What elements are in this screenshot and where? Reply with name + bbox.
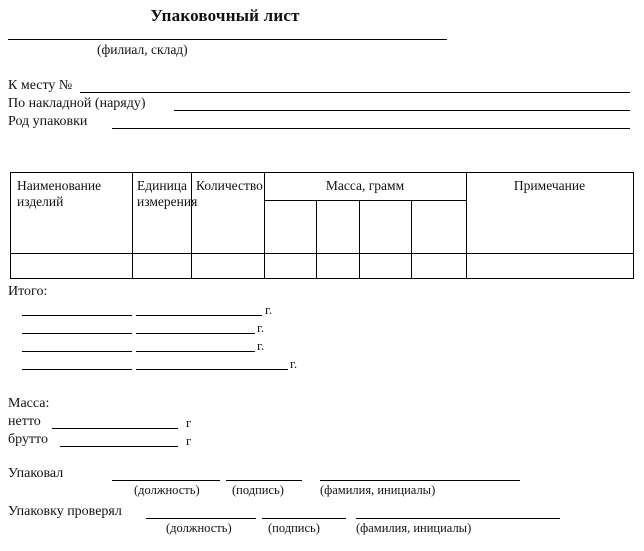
totals-row-4-blank-a[interactable] — [22, 369, 132, 370]
signature-packed-by-name-line[interactable] — [320, 480, 520, 481]
signature-checked-by-sign-line[interactable] — [262, 518, 346, 519]
table-cell-mass-1[interactable] — [265, 254, 316, 278]
table-cell-mass-3[interactable] — [360, 254, 411, 278]
field-label-package-type: Род упаковки — [8, 114, 88, 129]
totals-row-2-unit: г. — [257, 320, 265, 335]
table-cell-quantity[interactable] — [192, 254, 264, 278]
totals-row-2-blank-b[interactable] — [136, 333, 255, 334]
field-input-place[interactable] — [80, 92, 630, 93]
mass-net-label: нетто — [8, 414, 41, 429]
mass-group-underline — [264, 200, 466, 201]
field-label-place: К месту № — [8, 78, 73, 93]
branch-field-rule[interactable] — [8, 39, 447, 40]
branch-caption: (филиал, склад) — [97, 42, 188, 57]
table-cell-mass-4[interactable] — [412, 254, 466, 278]
totals-row-1-unit: г. — [265, 302, 273, 317]
signature-checked-by-position-line[interactable] — [146, 518, 256, 519]
signature-checked-by-name-caption: (фамилия, инициалы) — [356, 521, 472, 535]
totals-row-1-blank-b[interactable] — [136, 315, 262, 316]
table-header-mass-group: Масса, грамм — [325, 178, 405, 193]
mass-gross-unit: г — [186, 433, 192, 448]
field-label-invoice: По накладной (наряду) — [8, 96, 146, 111]
mass-gross-input[interactable] — [60, 446, 178, 447]
mass-section-label: Масса: — [8, 396, 50, 411]
signature-checked-by-sign-caption: (подпись) — [268, 521, 320, 535]
table-header-note: Примечание — [513, 178, 586, 193]
totals-label: Итого: — [8, 284, 48, 299]
totals-row-3-blank-a[interactable] — [22, 351, 132, 352]
signature-checked-by-position-caption: (должность) — [166, 521, 232, 535]
totals-row-3-unit: г. — [257, 338, 265, 353]
table-header-name: Наименование изделий — [17, 178, 102, 209]
signature-label-packed-by: Упаковал — [8, 466, 64, 481]
signature-packed-by-sign-line[interactable] — [226, 480, 302, 481]
table-cell-note[interactable] — [467, 254, 633, 278]
mass-gross-label: брутто — [8, 432, 48, 447]
totals-row-2-blank-a[interactable] — [22, 333, 132, 334]
items-table — [10, 172, 634, 279]
table-header-quantity: Количество — [196, 178, 263, 193]
mass-net-input[interactable] — [52, 428, 178, 429]
totals-row-1-blank-a[interactable] — [22, 315, 132, 316]
table-header-unit: Единица измерения — [137, 178, 198, 209]
signature-label-checked-by: Упаковку проверял — [8, 504, 122, 519]
field-input-invoice[interactable] — [174, 110, 630, 111]
page-title: Упаковочный лист — [150, 6, 300, 25]
field-input-package-type[interactable] — [112, 128, 630, 129]
signature-packed-by-position-caption: (должность) — [134, 483, 200, 497]
signature-packed-by-name-caption: (фамилия, инициалы) — [320, 483, 436, 497]
table-cell-mass-2[interactable] — [317, 254, 359, 278]
mass-net-unit: г — [186, 415, 192, 430]
totals-row-4-blank-b[interactable] — [136, 369, 288, 370]
signature-checked-by-name-line[interactable] — [356, 518, 560, 519]
signature-packed-by-sign-caption: (подпись) — [232, 483, 284, 497]
totals-row-4-unit: г. — [290, 356, 298, 371]
totals-row-3-blank-b[interactable] — [136, 351, 255, 352]
table-cell-name[interactable] — [11, 254, 132, 278]
signature-packed-by-position-line[interactable] — [112, 480, 220, 481]
table-cell-unit[interactable] — [133, 254, 191, 278]
